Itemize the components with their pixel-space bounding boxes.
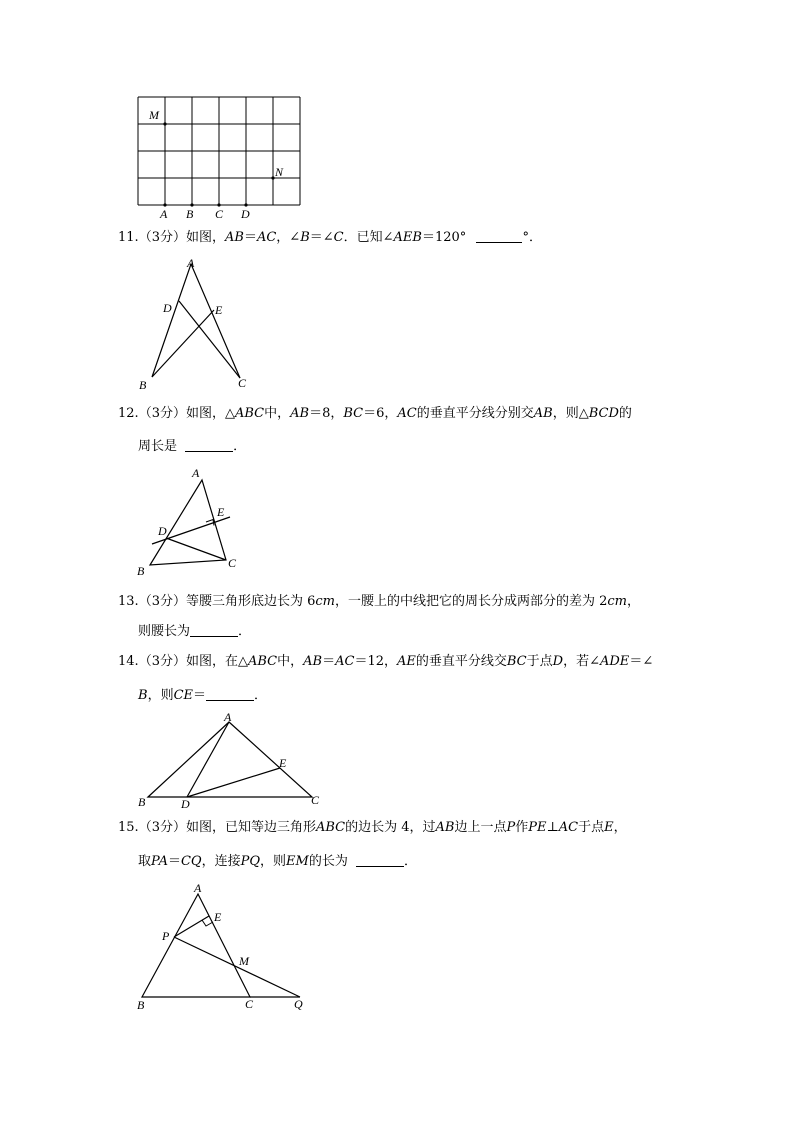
answer-blank-15[interactable] bbox=[356, 853, 404, 867]
triangle-diagram-12 bbox=[130, 465, 260, 580]
question-15: 15.（3分）如图，已知等边三角形ABC的边长为 4，过AB边上一点P作PE⊥AC于点E， bbox=[118, 820, 627, 835]
label-e: E bbox=[279, 756, 287, 770]
label-m: M bbox=[149, 108, 159, 122]
label-e: E bbox=[215, 303, 223, 317]
label-e: E bbox=[214, 910, 222, 924]
label-b: B bbox=[137, 564, 145, 578]
label-a: A bbox=[194, 881, 202, 895]
question-14: 14.（3分）如图，在△ABC中，AB＝AC＝12，AE的垂直平分线交BC于点D，若∠ADE＝∠ bbox=[118, 654, 654, 669]
label-a: A bbox=[192, 466, 200, 480]
label-b: B bbox=[139, 378, 147, 392]
question-15-line2: 取PA＝CQ，连接PQ，则EM的长为 ． bbox=[138, 854, 418, 869]
label-b: B bbox=[137, 998, 145, 1012]
figure-12 bbox=[130, 465, 260, 580]
point-m bbox=[163, 122, 166, 125]
label-c: C bbox=[311, 793, 320, 807]
answer-blank-14[interactable] bbox=[206, 687, 254, 701]
answer-blank-11[interactable] bbox=[476, 229, 522, 243]
label-b: B bbox=[138, 795, 146, 809]
label-c: C bbox=[215, 207, 224, 221]
figure-11 bbox=[130, 252, 260, 392]
label-c: C bbox=[228, 556, 237, 570]
label-q: Q bbox=[294, 997, 303, 1011]
label-b: B bbox=[186, 207, 194, 221]
question-14-line2: B，则CE＝ ． bbox=[138, 688, 268, 703]
triangle-diagram-11 bbox=[130, 252, 260, 392]
label-c: C bbox=[238, 376, 247, 390]
question-12: 12.（3分）如图，△ABC中，AB＝8，BC＝6，AC的垂直平分线分别交AB，则△BCD的 bbox=[118, 406, 632, 421]
label-a: A bbox=[160, 207, 168, 221]
question-13: 13.（3分）等腰三角形底边长为 6cm，一腰上的中线把它的周长分成两部分的差为 2cm， bbox=[118, 594, 641, 609]
label-d: D bbox=[163, 301, 172, 315]
label-c: C bbox=[245, 997, 254, 1011]
label-a: A bbox=[224, 710, 232, 724]
label-e: E bbox=[217, 505, 225, 519]
label-p: P bbox=[162, 929, 170, 943]
label-m: M bbox=[239, 954, 249, 968]
label-d: D bbox=[158, 524, 167, 538]
grid-diagram bbox=[130, 92, 310, 222]
figure-15 bbox=[130, 880, 320, 1015]
label-n: N bbox=[275, 165, 284, 179]
label-d: D bbox=[241, 207, 250, 221]
question-11: 11.（3分）如图，AB＝AC，∠B＝∠C．已知∠AEB＝120° °． bbox=[118, 230, 542, 245]
label-a: A bbox=[187, 256, 195, 270]
answer-blank-12[interactable] bbox=[185, 438, 233, 452]
triangle-diagram-14 bbox=[136, 710, 336, 810]
answer-blank-13[interactable] bbox=[190, 623, 238, 637]
question-13-line2: 则腰长为 ． bbox=[138, 624, 252, 639]
figure-14 bbox=[136, 710, 336, 810]
grid-figure bbox=[130, 92, 310, 222]
triangle-diagram-15 bbox=[130, 880, 320, 1015]
label-d: D bbox=[181, 797, 190, 811]
question-12-line2: 周长是 ． bbox=[138, 439, 247, 454]
